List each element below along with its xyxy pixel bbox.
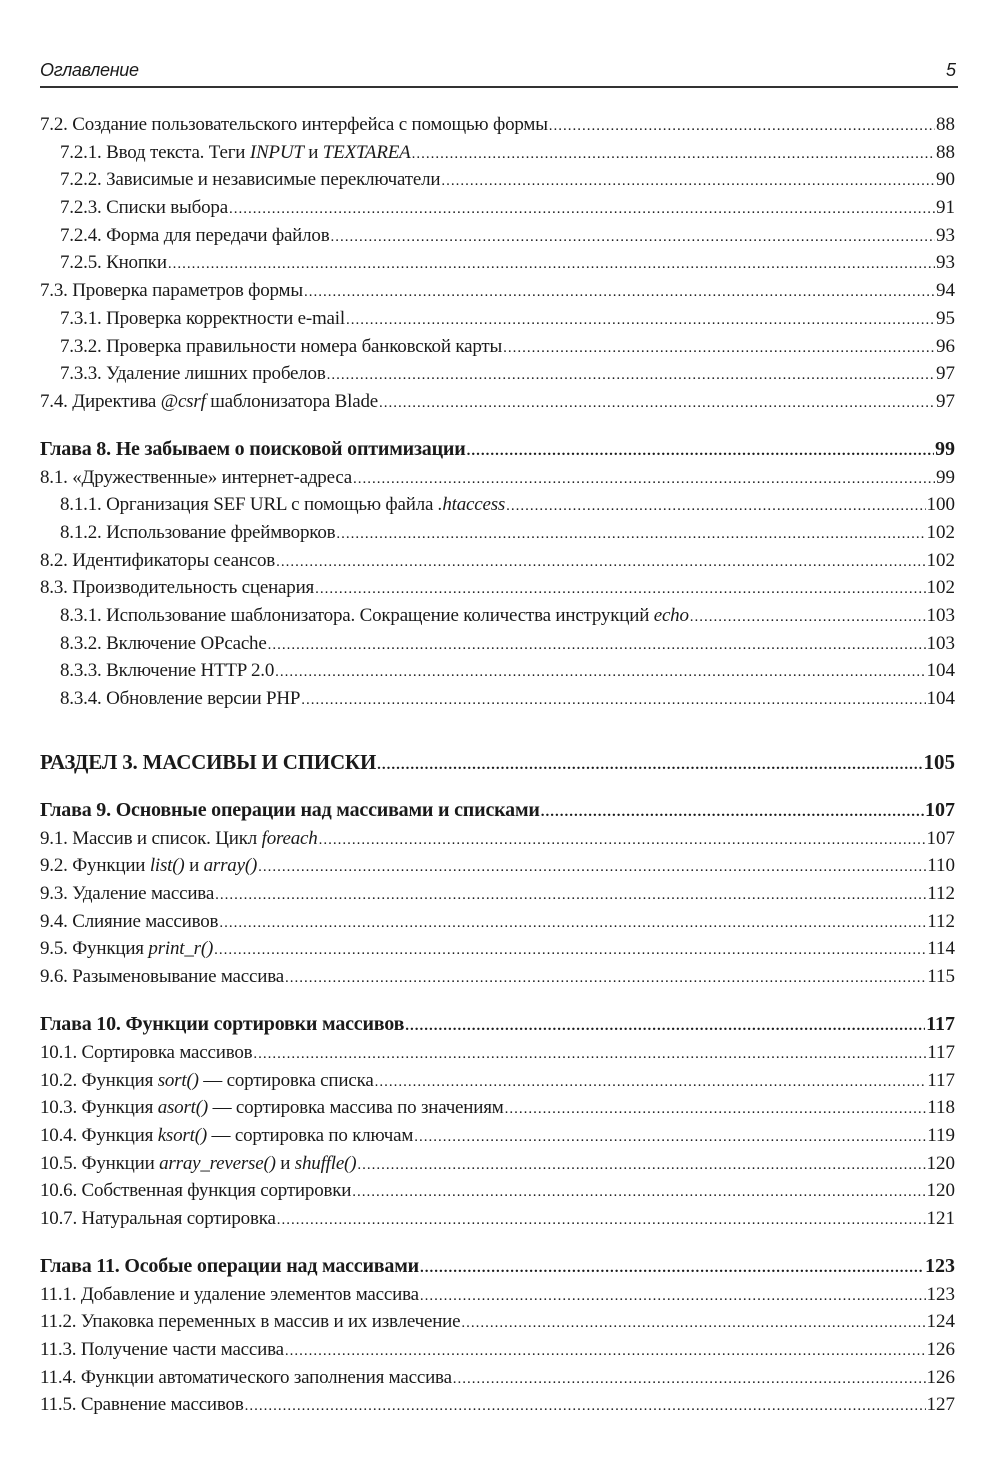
toc-page-number: 117	[927, 1041, 955, 1063]
toc-page-number: 102	[926, 549, 955, 571]
dot-leader	[375, 1069, 927, 1097]
toc-page-number: 120	[926, 1152, 955, 1174]
toc-entry-title	[40, 464, 352, 492]
dot-leader	[331, 224, 936, 252]
title-text: 9.4. Слияние массивов	[40, 910, 219, 932]
toc-entry-title	[40, 1122, 413, 1150]
toc-part-entry[interactable]	[40, 749, 955, 777]
dot-leader	[467, 438, 934, 466]
toc-chapter-entry[interactable]	[40, 1011, 955, 1039]
title-text: — сортировка списка	[198, 1069, 374, 1091]
toc-subsection-entry[interactable]	[40, 139, 955, 167]
dot-leader	[214, 937, 926, 965]
toc-entry-title	[40, 547, 275, 575]
code-term: .htaccess	[437, 494, 506, 516]
title-text: 8.1.2. Использование фреймворков	[60, 521, 336, 543]
toc-section-entry[interactable]	[40, 1336, 955, 1364]
running-header	[40, 58, 958, 88]
toc-entry-title	[60, 491, 505, 519]
toc-page-number: 114	[927, 938, 955, 960]
dot-leader	[505, 1096, 927, 1124]
toc-section-entry[interactable]	[40, 1039, 955, 1067]
dot-leader	[215, 882, 926, 910]
dot-leader	[253, 1041, 926, 1069]
toc-entry-title	[40, 1391, 244, 1419]
code-term: echo	[653, 604, 689, 626]
code-term: TEXTAREA	[322, 141, 411, 163]
toc-entry-title	[40, 574, 314, 602]
toc-section-entry[interactable]	[40, 574, 955, 602]
toc-entry-title	[40, 1336, 284, 1364]
dot-leader	[503, 335, 935, 363]
dot-leader	[420, 1255, 924, 1283]
title-text: 10.1. Сортировка массивов	[40, 1041, 253, 1063]
toc-entry-title	[40, 963, 284, 991]
title-text: и	[184, 855, 204, 877]
title-text: шаблонизатора Blade	[205, 390, 378, 412]
dot-leader	[268, 632, 926, 660]
title-text: 11.1. Добавление и удаление элементов массива	[40, 1283, 419, 1305]
dot-leader	[506, 493, 925, 521]
toc-subsection-entry[interactable]	[40, 166, 955, 194]
toc-entry-title	[60, 685, 300, 713]
dot-leader	[277, 1207, 926, 1235]
toc-page-number: 112	[927, 910, 955, 932]
toc-chapter-entry[interactable]	[40, 797, 955, 825]
toc-page-number: 105	[923, 750, 955, 775]
code-term: shuffle()	[294, 1152, 357, 1174]
title-text: 7.4. Директива	[40, 390, 161, 412]
toc-section-entry[interactable]	[40, 1122, 955, 1150]
dot-leader	[690, 604, 926, 632]
title-text: 7.2.5. Кнопки	[60, 252, 167, 274]
toc-page-number: 117	[927, 1069, 955, 1091]
toc-section-entry[interactable]	[40, 464, 955, 492]
toc-entry-title	[40, 935, 213, 963]
dot-leader	[301, 687, 925, 715]
title-text: и	[303, 141, 323, 163]
title-text: 8.3.2. Включение OPcache	[60, 632, 267, 654]
toc-page-number: 93	[936, 252, 955, 274]
dot-leader	[412, 141, 935, 169]
dot-leader	[357, 1152, 925, 1180]
toc-section-entry[interactable]	[40, 1067, 955, 1095]
toc-section-entry[interactable]	[40, 880, 955, 908]
toc-section-entry[interactable]	[40, 852, 955, 880]
toc-page-number: 90	[936, 169, 955, 191]
title-text: 9.2. Функции	[40, 855, 150, 877]
toc-entry-title	[60, 139, 411, 167]
toc-entry-title	[60, 166, 440, 194]
toc-entry-title	[40, 1364, 452, 1392]
toc-page-number: 115	[927, 966, 955, 988]
toc-page-number: 120	[926, 1180, 955, 1202]
toc-section-entry[interactable]	[40, 111, 955, 139]
toc-entry-title	[40, 1067, 374, 1095]
toc-entry-title	[60, 519, 335, 547]
dot-leader	[549, 113, 935, 141]
dot-leader	[327, 362, 935, 390]
code-term: array_reverse()	[159, 1152, 276, 1174]
title-text: 8.3.3. Включение HTTP 2.0	[60, 660, 275, 682]
toc-page-number: 88	[936, 114, 955, 135]
toc-page-number: 103	[926, 604, 955, 626]
toc-section-entry[interactable]	[40, 1391, 955, 1419]
toc-entry-title	[40, 277, 303, 305]
toc-entry-title	[60, 333, 502, 361]
toc-section-entry[interactable]	[40, 1177, 955, 1205]
toc-page-number: 127	[926, 1394, 955, 1416]
dot-leader	[315, 576, 925, 604]
title-text: 7.3. Проверка параметров формы	[40, 280, 303, 302]
toc-subsection-entry[interactable]	[40, 194, 955, 222]
code-term: list()	[149, 855, 185, 877]
toc-entry-title	[40, 1094, 504, 1122]
toc-entry-title	[40, 1177, 351, 1205]
code-term: foreach	[261, 827, 318, 849]
toc-entry-title	[60, 657, 274, 685]
dot-leader	[245, 1393, 926, 1421]
dot-leader	[275, 659, 925, 687]
title-text: 9.6. Разыменовывание массива	[40, 966, 284, 988]
toc-page-number: 96	[936, 335, 955, 357]
toc-page-number: 123	[926, 1283, 955, 1305]
title-text: 7.2. Создание пользовательского интерфейса с помощью формы	[40, 114, 548, 135]
code-term: array()	[203, 855, 258, 877]
code-term: asort()	[157, 1097, 209, 1119]
toc-page-number: 104	[926, 660, 955, 682]
dot-leader	[304, 279, 935, 307]
toc-section-entry[interactable]	[40, 1205, 955, 1233]
dot-leader	[420, 1283, 926, 1311]
toc-page-number: 107	[925, 799, 955, 822]
toc-entry-title	[40, 825, 318, 853]
toc-entry-title	[60, 360, 326, 388]
toc-entry-title	[60, 630, 267, 658]
toc-entry-title	[40, 1308, 460, 1336]
title-text: 10.4. Функция	[40, 1124, 158, 1146]
toc-section-entry[interactable]	[40, 547, 955, 575]
dot-leader	[229, 196, 935, 224]
dot-leader	[414, 1124, 926, 1152]
dot-leader	[377, 752, 922, 780]
dot-leader	[276, 549, 925, 577]
toc-page-number: 126	[926, 1366, 955, 1388]
title-text: Глава 8. Не забываем о поисковой оптимизации	[40, 437, 466, 460]
toc-page-number: 99	[935, 437, 955, 460]
toc-subsection-entry[interactable]	[40, 222, 955, 250]
toc-section-entry[interactable]	[40, 277, 955, 305]
toc-chapter-entry[interactable]	[40, 1253, 955, 1281]
toc-page-number: 121	[926, 1207, 955, 1229]
toc-entry-title	[40, 111, 548, 139]
toc-entry-title	[40, 880, 214, 908]
title-text: Глава 11. Особые операции над массивами	[40, 1254, 419, 1277]
dot-leader	[405, 1013, 925, 1041]
toc-entry-title	[60, 305, 345, 333]
toc-page-number: 102	[926, 521, 955, 543]
code-term: print_r()	[148, 938, 214, 960]
toc-section-entry[interactable]	[40, 1364, 955, 1392]
toc-page-number: 104	[926, 688, 955, 710]
toc-page-number: 119	[927, 1124, 955, 1146]
dot-leader	[168, 251, 935, 279]
title-text: 7.3.1. Проверка корректности e-mail	[60, 307, 345, 329]
toc-entry-title	[40, 1039, 252, 1067]
table-of-contents	[40, 111, 955, 1419]
title-text: 10.5. Функции	[40, 1152, 160, 1174]
toc-page-number: 124	[926, 1311, 955, 1333]
toc-chapter-entry[interactable]	[40, 436, 955, 464]
toc-section-entry[interactable]	[40, 1281, 955, 1309]
toc-page-number: 93	[936, 224, 955, 246]
toc-entry-title	[40, 436, 466, 464]
toc-entry-title	[40, 1205, 276, 1233]
title-text: 11.4. Функции автоматического заполнения массива	[40, 1366, 452, 1388]
toc-page-number: 107	[926, 827, 955, 849]
title-text: 8.1. «Дружественные» интернет-адреса	[40, 466, 353, 488]
toc-entry-title	[60, 222, 330, 250]
title-text: 8.1.1. Организация SEF URL с помощью файла	[60, 494, 438, 516]
toc-page-number: 97	[936, 390, 955, 412]
toc-section-entry[interactable]	[40, 908, 955, 936]
title-text: 10.2. Функция	[40, 1069, 158, 1091]
toc-page-number: 118	[927, 1097, 955, 1119]
title-text: 11.3. Получение части массива	[40, 1338, 284, 1360]
title-text: — сортировка массива по значениям	[208, 1097, 504, 1119]
dot-leader	[336, 521, 925, 549]
toc-page-number: 97	[936, 363, 955, 385]
toc-page-number: 126	[926, 1338, 955, 1360]
title-text: 9.5. Функция	[40, 938, 149, 960]
toc-subsection-entry[interactable]	[40, 519, 955, 547]
toc-page-number: 100	[926, 494, 955, 516]
code-term: @csrf	[160, 390, 206, 412]
title-text: 9.3. Удаление массива	[40, 883, 215, 905]
toc-section-entry[interactable]	[40, 963, 955, 991]
toc-section-entry[interactable]	[40, 935, 955, 963]
toc-subsection-entry[interactable]	[40, 333, 955, 361]
toc-page-number: 88	[936, 141, 955, 163]
toc-subsection-entry[interactable]	[40, 305, 955, 333]
title-text: 8.3.1. Использование шаблонизатора. Сокращение количества инструкций	[60, 604, 654, 626]
toc-page-number: 117	[926, 1013, 955, 1036]
toc-entry-title	[60, 602, 689, 630]
title-text: 7.3.2. Проверка правильности номера банковской карты	[60, 335, 503, 357]
toc-entry-title	[60, 194, 228, 222]
toc-page-number: 102	[926, 577, 955, 599]
toc-entry-title	[40, 1253, 419, 1281]
toc-section-entry[interactable]	[40, 1308, 955, 1336]
title-text: 8.3. Производительность сценария	[40, 577, 315, 599]
dot-leader	[453, 1366, 926, 1394]
dot-leader	[258, 854, 926, 882]
title-text: 10.7. Натуральная сортировка	[40, 1207, 276, 1229]
code-term: sort()	[157, 1069, 199, 1091]
toc-section-entry[interactable]	[40, 388, 955, 416]
toc-page-number: 91	[936, 197, 955, 219]
dot-leader	[441, 168, 935, 196]
title-text: 10.3. Функция	[40, 1097, 158, 1119]
toc-subsection-entry[interactable]	[40, 630, 955, 658]
title-text: 11.2. Упаковка переменных в массив и их извлечение	[40, 1311, 461, 1333]
dot-leader	[379, 390, 935, 418]
running-header-title: Оглавление	[40, 60, 139, 80]
title-text: 11.5. Сравнение массивов	[40, 1394, 244, 1416]
title-text: 7.2.2. Зависимые и независимые переключатели	[60, 169, 441, 191]
toc-page-number: 99	[936, 466, 955, 488]
dot-leader	[461, 1310, 925, 1338]
toc-page-number: 110	[927, 855, 955, 877]
toc-section-entry[interactable]	[40, 1094, 955, 1122]
toc-entry-title	[40, 852, 257, 880]
toc-entry-title	[60, 249, 167, 277]
title-text: и	[275, 1152, 295, 1174]
dot-leader	[319, 827, 926, 855]
title-text: 7.2.4. Форма для передачи файлов	[60, 224, 330, 246]
toc-entry-title	[40, 1150, 356, 1178]
toc-subsection-entry[interactable]	[40, 685, 955, 713]
dot-leader	[352, 1179, 925, 1207]
code-term: INPUT	[249, 141, 304, 163]
code-term: ksort()	[157, 1124, 207, 1146]
toc-subsection-entry[interactable]	[40, 657, 955, 685]
toc-entry-title	[40, 749, 376, 777]
dot-leader	[285, 1338, 926, 1366]
title-text: Глава 10. Функции сортировки массивов	[40, 1013, 405, 1036]
toc-subsection-entry[interactable]	[40, 491, 955, 519]
toc-page-number: 103	[926, 632, 955, 654]
title-text: 10.6. Собственная функция сортировки	[40, 1180, 352, 1202]
toc-entry-title	[40, 908, 218, 936]
toc-page-number: 123	[925, 1254, 955, 1277]
dot-leader	[353, 466, 935, 494]
dot-leader	[219, 910, 926, 938]
toc-entry-title	[40, 388, 378, 416]
title-text: 7.3.3. Удаление лишних пробелов	[60, 363, 326, 385]
title-text: 7.2.3. Списки выбора	[60, 197, 228, 219]
dot-leader	[285, 965, 926, 993]
toc-subsection-entry[interactable]	[40, 602, 955, 630]
title-text: 8.3.4. Обновление версии PHP	[60, 688, 301, 710]
toc-subsection-entry[interactable]	[40, 249, 955, 277]
title-text: Глава 9. Основные операции над массивами и списками	[40, 799, 540, 822]
toc-entry-title	[40, 1011, 404, 1039]
dot-leader	[346, 307, 935, 335]
toc-section-entry[interactable]	[40, 825, 955, 853]
toc-entry-title	[40, 797, 540, 825]
toc-page-number: 94	[936, 280, 955, 302]
toc-section-entry[interactable]	[40, 1150, 955, 1178]
toc-subsection-entry[interactable]	[40, 360, 955, 388]
dot-leader	[541, 799, 924, 827]
title-text: 9.1. Массив и список. Цикл	[40, 827, 262, 849]
toc-entry-title	[40, 1281, 419, 1309]
title-text: 8.2. Идентификаторы сеансов	[40, 549, 276, 571]
title-text: 7.2.1. Ввод текста. Теги	[60, 141, 250, 163]
title-text: РАЗДЕЛ 3. МАССИВЫ И СПИСКИ	[40, 750, 377, 775]
page-number: 5	[945, 60, 956, 80]
toc-page-number: 112	[927, 883, 955, 905]
title-text: — сортировка по ключам	[206, 1124, 414, 1146]
toc-page-number: 95	[936, 307, 955, 329]
